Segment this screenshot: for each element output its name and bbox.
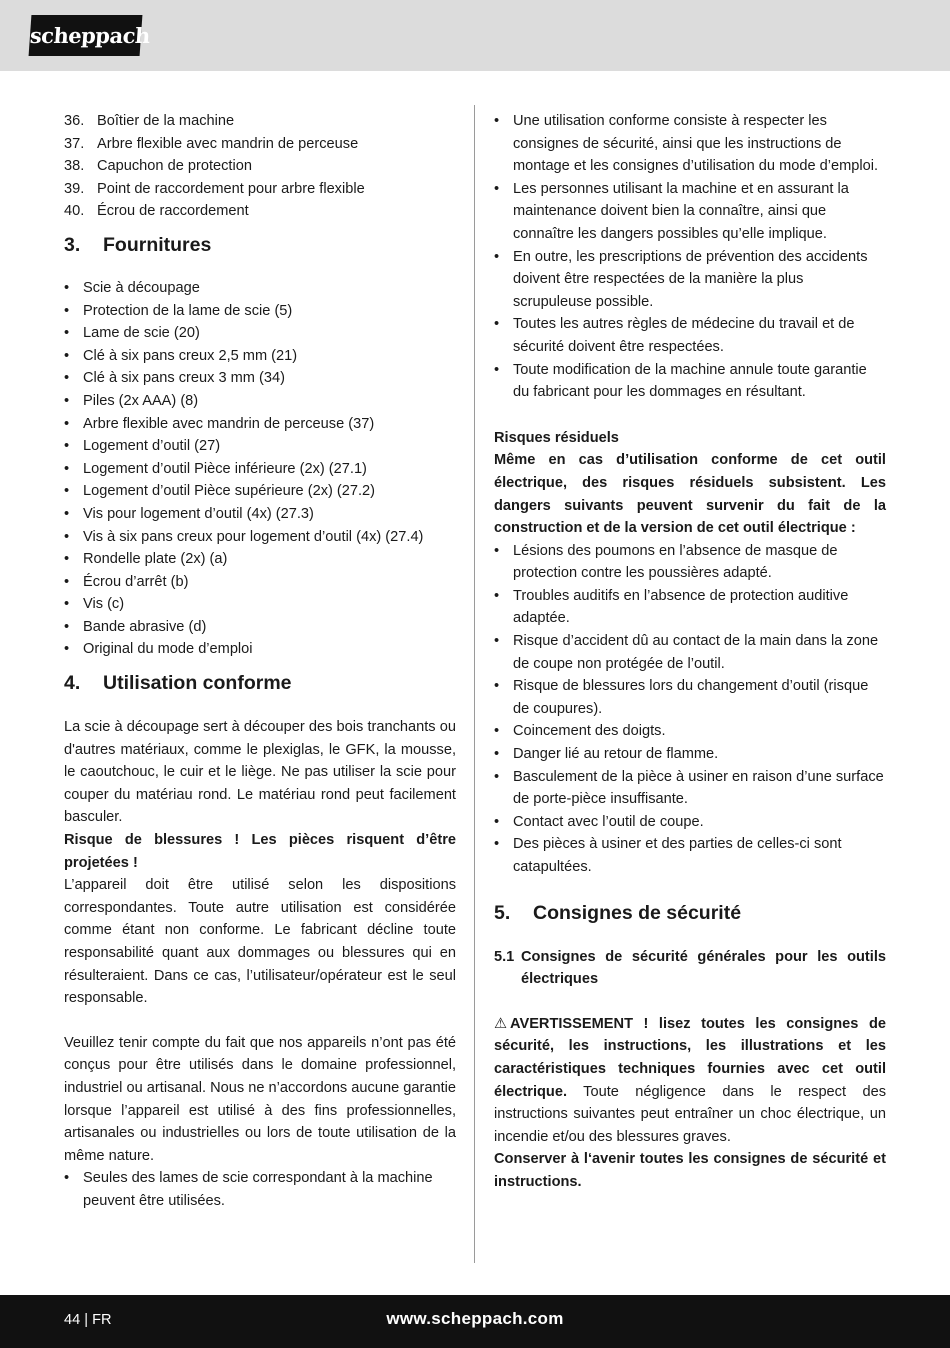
section-heading-fournitures: 3. Fournitures (64, 233, 212, 256)
list-item: • Lame de scie (20) (64, 322, 456, 345)
list-item: 40. Écrou de raccordement (64, 203, 249, 220)
page-number: 44 | FR (64, 1312, 112, 1328)
list-item: 39. Point de raccordement pour arbre flexible (64, 180, 365, 197)
section-heading-utilisation: 4. Utilisation conforme (64, 672, 292, 695)
supply-list (64, 277, 456, 661)
list-item: • Coincement des doigts. (494, 720, 886, 743)
list-item: 38. Capuchon de protection (64, 158, 252, 175)
list-item: • Les personnes utilisant la machine et en assurant la maintenance doivent bien la connaître, ainsi que connaître les dangers possibles qu’elle implique. (494, 178, 886, 246)
list-item: • Vis pour logement d’outil (4x) (27.3) (64, 503, 456, 526)
list-item: • Logement d’outil Pièce inférieure (2x) (27.1) (64, 458, 456, 481)
list-item: • Vis (c) (64, 593, 456, 616)
list-item: 37. Arbre flexible avec mandrin de perceuse (64, 135, 359, 152)
list-item: • Basculement de la pièce à usiner en raison d’une surface de porte-pièce insuffisante. (494, 766, 886, 811)
usage-paragraph: La scie à découpage sert à découper des bois tranchants ou d'autres matériaux, comme le plexiglas, le GFK, la mousse, le caoutchouc, le cuir et le liège. Ne pas utiliser la scie pour couper du matériau rond. Le matériau rond peut facilement basculer. (64, 719, 456, 826)
parts-list (64, 110, 456, 223)
keep-instructions: Conserver à l‘avenir toutes les consignes de sécurité et instructions. (494, 1151, 886, 1190)
scheppach-logo: scheppach (29, 15, 143, 56)
list-item: • Arbre flexible avec mandrin de perceuse (37) (64, 413, 456, 436)
list-item: • En outre, les prescriptions de prévention des accidents doivent être respectées de la manière la plus scrupuleuse possible. (494, 246, 886, 314)
list-item: • Lésions des poumons en l’absence de masque de protection contre les poussières adapté. (494, 540, 886, 585)
list-item: • Scie à découpage (64, 277, 456, 300)
residual-risks-list (494, 540, 886, 879)
list-item: • Original du mode d’emploi (64, 638, 456, 661)
column-divider (474, 105, 475, 1263)
injury-warning: Risque de blessures ! Les pièces risquent d’être projetées ! (64, 832, 456, 871)
list-item: • Logement d’outil (27) (64, 435, 456, 458)
list-item: • Toute modification de la machine annule toute garantie du fabricant pour les dommages en résultant. (494, 359, 886, 404)
warning-paragraph: ⚠ AVERTISSEMENT ! lisez toutes les consignes de sécurité, les instructions, les illustrations et les caractéristiques techniques fournies avec cet outil électrique. Toute négligence dans le respect des instructions suivantes peut entraîner un choc électrique, un incendie et/ou des blessures graves. (494, 1013, 886, 1149)
residual-risks-title: Risques résiduels (494, 429, 619, 446)
list-item: • Toutes les autres règles de médecine du travail et de sécurité doivent être respectées. (494, 313, 886, 358)
list-item: • Troubles auditifs en l’absence de protection auditive adaptée. (494, 585, 886, 630)
list-item: 36. Boîtier de la machine (64, 113, 235, 129)
list-item: • Une utilisation conforme consiste à respecter les consignes de sécurité, ainsi que les instructions de montage et les consignes d’utilisation du mode d’emploi. (494, 110, 886, 178)
blade-list (64, 1167, 456, 1212)
list-item: • Protection de la lame de scie (5) (64, 300, 456, 323)
list-item: • Logement d’outil Pièce supérieure (2x) (27.2) (64, 480, 456, 503)
page-header (0, 0, 950, 71)
list-item: • Écrou d’arrêt (b) (64, 571, 456, 594)
responsibility-paragraph: L’appareil doit être utilisé selon les dispositions correspondantes. Toute autre utilisation est considérée comme étant non conforme. Le fabricant décline toute responsabilité quant aux dommages ou blessures qui en résulteraient. Dans ce cas, l’utilisateur/opérateur est le seul responsable. (64, 877, 456, 1007)
list-item: • Clé à six pans creux 3 mm (34) (64, 367, 456, 390)
professional-use-paragraph: Veuillez tenir compte du fait que nos appareils n’ont pas été conçus pour être utilisés dans le domaine professionnel, industriel ou artisanal. Nous ne n’accordons aucune garantie lorsque l’appareil est utilisé à des fins professionnelles, artisanales ou industrielles ou lors de toute utilisation de la même nature. (64, 1034, 456, 1164)
list-item: • Rondelle plate (2x) (a) (64, 548, 456, 571)
left-column (64, 110, 456, 1213)
warning-triangle-icon: ⚠ (494, 1015, 508, 1032)
list-item: • Danger lié au retour de flamme. (494, 743, 886, 766)
list-item: • Des pièces à usiner et des parties de celles-ci sont catapultées. (494, 833, 886, 878)
footer-url: www.scheppach.com (386, 1309, 564, 1328)
list-item: • Risque de blessures lors du changement d’outil (risque de coupures). (494, 675, 886, 720)
list-item: • Vis à six pans creux pour logement d’outil (4x) (27.4) (64, 526, 456, 549)
list-item: • Seules des lames de scie correspondant à la machine peuvent être utilisées. (64, 1167, 456, 1212)
section-heading-securite: 5. Consignes de sécurité (494, 901, 742, 924)
list-item: • Clé à six pans creux 2,5 mm (21) (64, 345, 456, 368)
subsection-heading: 5.1 Consignes de sécurité générales pour les outils électriques (494, 948, 886, 988)
list-item: • Bande abrasive (d) (64, 616, 456, 639)
usage-rules-list (494, 110, 886, 404)
list-item: • Risque d’accident dû au contact de la main dans la zone de coupe non protégée de l’outil. (494, 630, 886, 675)
page-footer (0, 1295, 950, 1348)
list-item: • Piles (2x AAA) (8) (64, 390, 456, 413)
list-item: • Contact avec l’outil de coupe. (494, 811, 886, 834)
residual-risks-intro: Même en cas d’utilisation conforme de cet outil électrique, des risques résiduels subsistent. Les dangers suivants peuvent survenir du fait de la construction et de la version de cet outil électrique : (494, 452, 886, 537)
right-column (494, 110, 886, 1194)
